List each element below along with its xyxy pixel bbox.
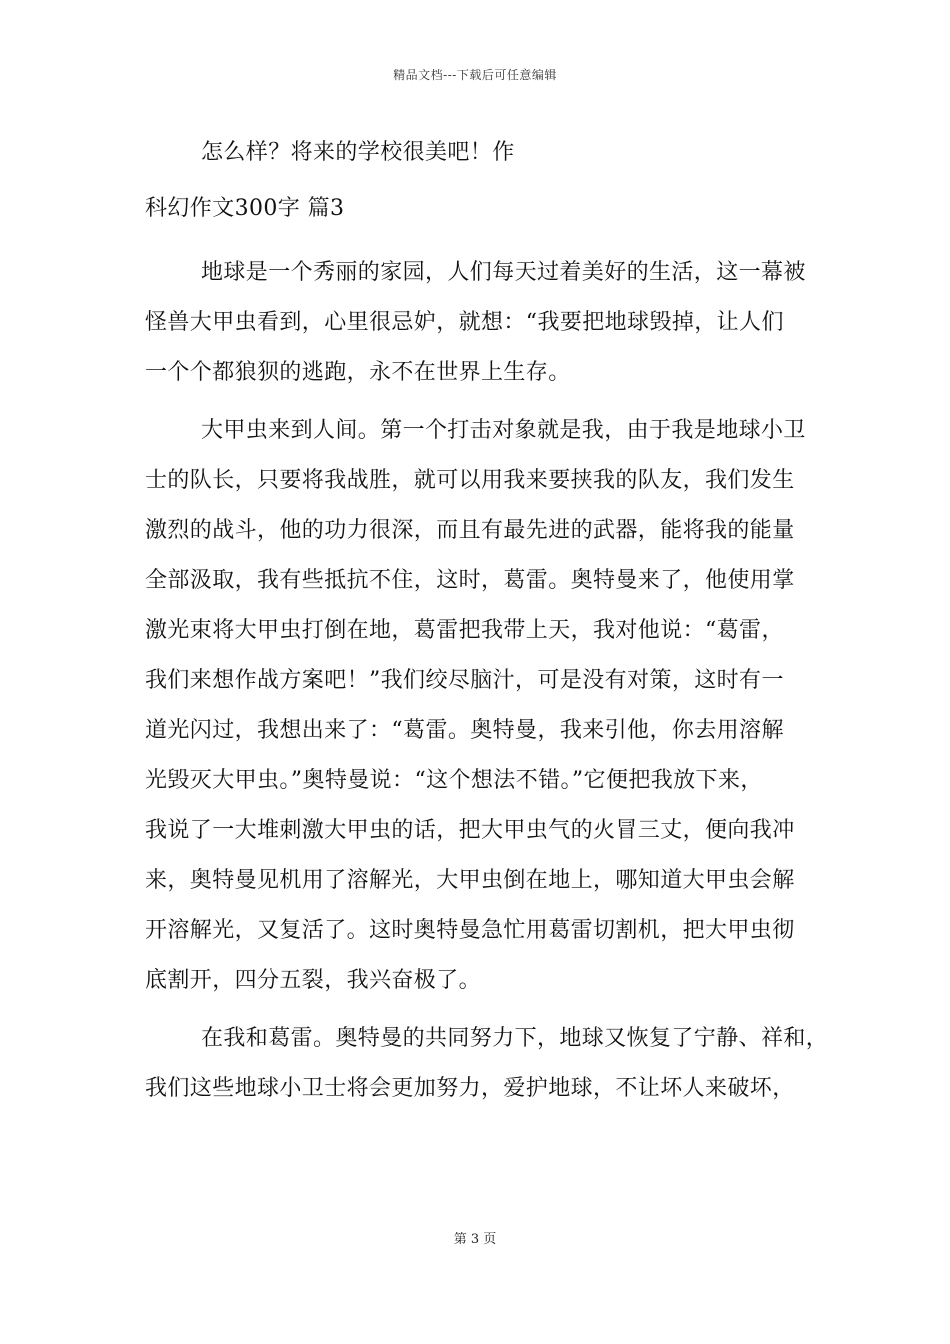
paragraph-line: 开溶解光，又复活了。这时奥特曼急忙用葛雷切割机，把大甲虫彻 bbox=[145, 918, 795, 943]
paragraph-line: 怎么样？将来的学校很美吧！作 bbox=[201, 140, 515, 165]
paragraph-line: 地球是一个秀丽的家园，人们每天过着美好的生活，这一幕被 bbox=[201, 260, 806, 285]
paragraph-line: 道光闪过，我想出来了：“葛雷。奥特曼，我来引他，你去用溶解 bbox=[145, 718, 784, 743]
paragraph-line: 光毁灭大甲虫。”奥特曼说：“这个想法不错。”它便把我放下来， bbox=[145, 768, 763, 793]
page-header: 精品文档---下载后可任意编辑 bbox=[393, 68, 557, 82]
document-body bbox=[145, 128, 829, 1114]
paragraph-line: 我说了一大堆刺激大甲虫的话，把大甲虫气的火冒三丈，便向我冲 bbox=[145, 818, 795, 843]
paragraph-line: 来，奥特曼见机用了溶解光，大甲虫倒在地上，哪知道大甲虫会解 bbox=[145, 868, 795, 893]
paragraph-line: 我们来想作战方案吧！”我们绞尽脑汁，可是没有对策，这时有一 bbox=[145, 668, 784, 693]
page-number: 第 3 页 bbox=[453, 1232, 497, 1247]
paragraph-line: 全部汲取，我有些抵抗不住，这时，葛雷。奥特曼来了，他使用掌 bbox=[145, 568, 795, 593]
section-title: 科幻作文300字 篇3 bbox=[145, 196, 345, 221]
paragraph-line: 底割开，四分五裂，我兴奋极了。 bbox=[145, 968, 482, 993]
paragraph-line: 激光束将大甲虫打倒在地，葛雷把我带上天，我对他说：“葛雷， bbox=[145, 618, 784, 643]
paragraph-line: 激烈的战斗，他的功力很深，而且有最先进的武器，能将我的能量 bbox=[145, 518, 795, 543]
paragraph-line: 一个个都狼狈的逃跑，永不在世界上生存。 bbox=[145, 360, 571, 385]
paragraph-line: 在我和葛雷。奥特曼的共同努力下，地球又恢复了宁静、祥和， bbox=[201, 1026, 829, 1051]
paragraph-line: 怪兽大甲虫看到，心里很忌妒，就想：“我要把地球毁掉，让人们 bbox=[145, 310, 784, 335]
paragraph-line: 我们这些地球小卫士将会更加努力，爱护地球，不让坏人来破坏， bbox=[145, 1076, 795, 1101]
paragraph-line: 大甲虫来到人间。第一个打击对象就是我，由于我是地球小卫 bbox=[201, 418, 806, 443]
paragraph-line: 士的队长，只要将我战胜，就可以用我来要挟我的队友，我们发生 bbox=[145, 468, 795, 493]
